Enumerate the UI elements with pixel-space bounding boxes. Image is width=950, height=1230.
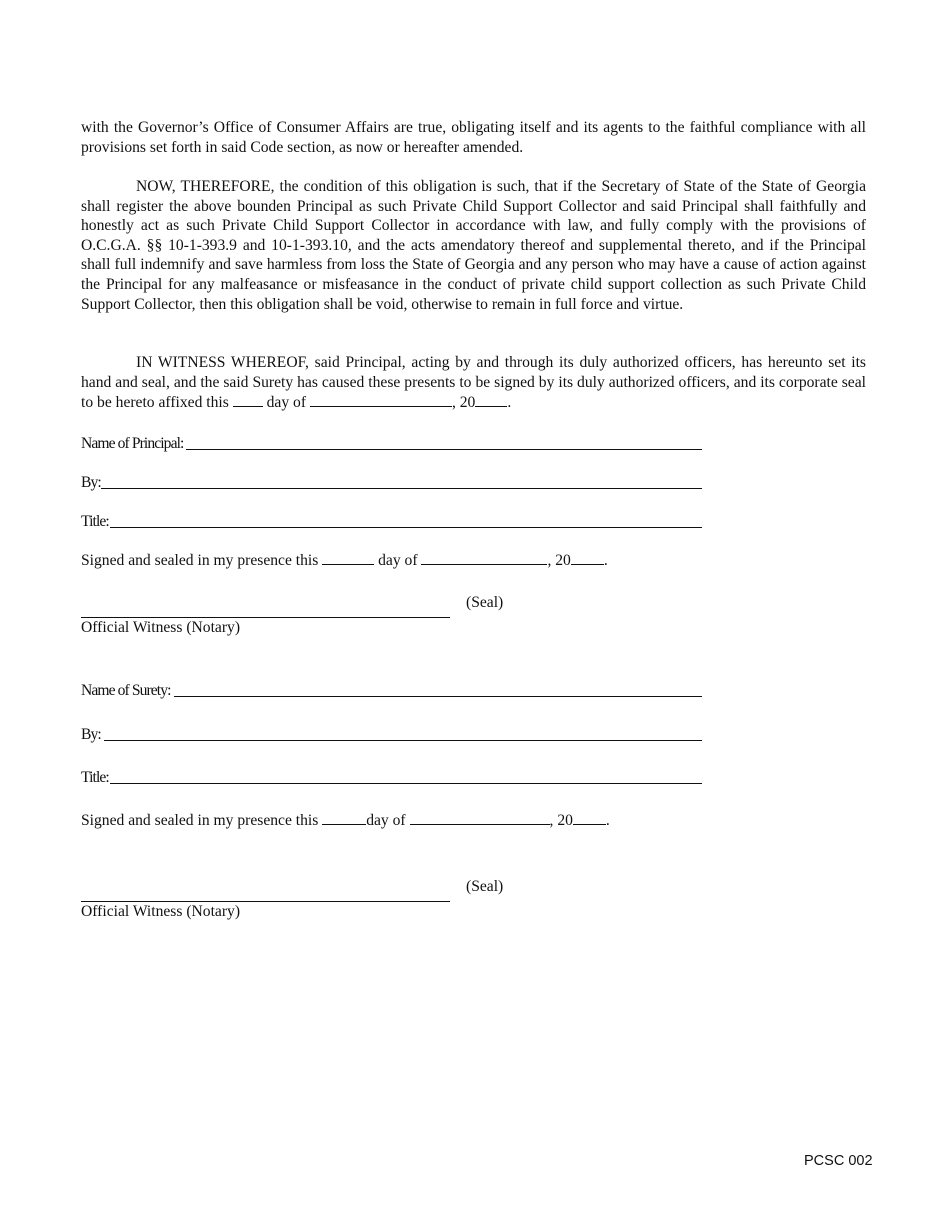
surety-by-field[interactable] [81,722,702,744]
surety-title-line[interactable] [110,767,702,784]
surety-period: . [605,812,610,829]
principal-period: . [603,552,608,569]
surety-day-of-text: day of [366,812,406,829]
principal-signed-line [81,550,608,570]
paragraph-witness-whereof [81,353,866,413]
year-prefix-text: , 20 [451,394,476,412]
principal-signed-day-blank[interactable] [322,550,374,565]
principal-title-label: Title: [81,513,109,530]
form-code: PCSC 002 [804,1153,873,1169]
principal-by-field[interactable] [81,470,702,492]
surety-title-field[interactable] [81,765,702,787]
surety-by-line[interactable] [104,724,702,741]
period-text: . [507,394,512,412]
principal-year-prefix: , 20 [547,552,571,569]
paragraph-compliance: with the Governor’s Office of Consumer Affairs are true, obligating itself and its agents to the faithful compliance with all provisions set forth in said Code section, as now or hereafter amended. [81,119,866,156]
surety-by-label: By: [81,726,101,743]
principal-name-label: Name of Principal: [81,435,184,452]
principal-name-line[interactable] [186,433,702,450]
surety-year-prefix: , 20 [549,812,573,829]
principal-name-field[interactable] [81,431,702,453]
surety-signed-year-blank[interactable] [573,810,606,825]
surety-signed-day-blank[interactable] [322,810,366,825]
principal-by-line[interactable] [101,472,702,489]
surety-signed-line [81,810,610,830]
principal-title-field[interactable] [81,509,702,531]
surety-name-label: Name of Surety: [81,682,171,699]
principal-witness-label: Official Witness (Notary) [81,619,241,636]
year-blank[interactable] [475,392,507,407]
surety-signed-text: Signed and sealed in my presence this [81,812,319,829]
surety-witness-label: Official Witness (Notary) [81,903,241,920]
principal-signed-text: Signed and sealed in my presence this [81,552,319,569]
day-blank[interactable] [233,392,263,407]
principal-signed-year-blank[interactable] [571,550,604,565]
day-of-text: day of [266,394,307,412]
principal-signed-month-blank[interactable] [421,550,547,565]
surety-seal-label: (Seal) [466,878,504,895]
witness-whereof-text: IN WITNESS WHEREOF, said Principal, acting by and through its duly authorized officers, has hereunto set its hand and seal, and the said Surety has caused these presents to be signed by its duly authorized officers, and its corporate seal to be hereto affixed this [81,354,866,412]
surety-signed-month-blank[interactable] [410,810,550,825]
principal-seal-label: (Seal) [466,594,504,611]
surety-name-field[interactable] [81,678,702,700]
principal-by-label: By: [81,474,101,491]
surety-name-line[interactable] [174,680,702,697]
month-blank[interactable] [310,392,452,407]
surety-title-label: Title: [81,769,109,786]
principal-day-of-text: day of [378,552,418,569]
principal-title-line[interactable] [110,511,702,528]
paragraph-condition: NOW, THEREFORE, the condition of this obligation is such, that if the Secretary of State of the State of Georgia shall register the above bounden Principal as such Private Child Support Collector and said Principal shall faithfully and honestly act as such Private Child Support Collector in accordance with law, and fully comply with the provisions of O.C.G.A. §§ 10-1-393.9 and 10-1-393.10, and the acts amendatory thereof and supplemental thereto, and if the Principal shall full indemnify and save harmless from loss the State of Georgia and any person who may have a cause of action against the Principal for any malfeasance or misfeasance in the conduct of private child support collection as such Private Child Support Collector, then this obligation shall be void, otherwise to remain in full force and virtue. [81,178,866,313]
